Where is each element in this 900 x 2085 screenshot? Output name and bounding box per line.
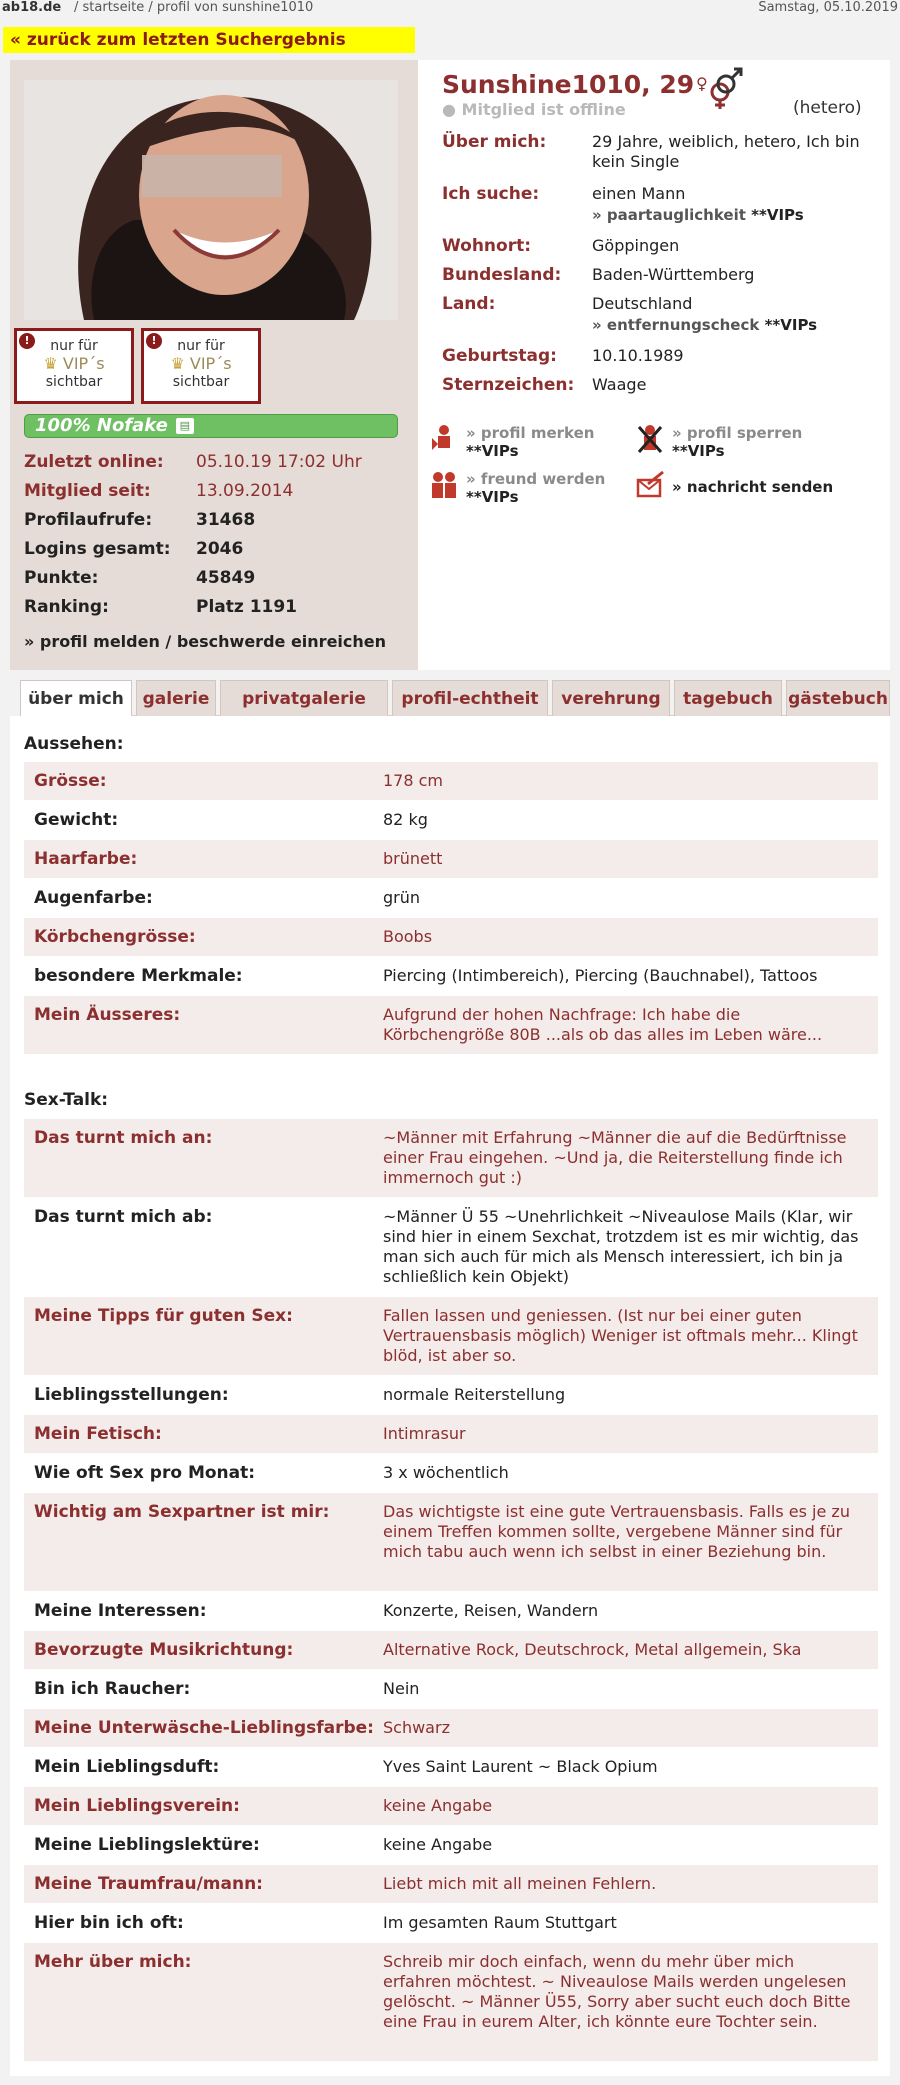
appearance-row: Körbchengrösse: Boobs bbox=[24, 918, 878, 956]
info-about: Über mich: 29 Jahre, weiblich, hetero, Ich bin kein Single bbox=[442, 132, 860, 171]
info-birthday: Geburtstag: 10.10.1989 bbox=[442, 346, 684, 366]
hetero-gender-icon bbox=[706, 66, 746, 110]
stat-points: Punkte: 45849 bbox=[24, 568, 256, 588]
pair-compatibility-link[interactable]: » paartauglichkeit **VIPs bbox=[592, 206, 804, 224]
sextalk-row: Meine Traumfrau/mann: Liebt mich mit all meinen Fehlern. bbox=[24, 1865, 878, 1903]
sextalk-row: Meine Lieblingslektüre: keine Angabe bbox=[34, 1835, 493, 1855]
back-to-search-link[interactable]: « zurück zum letzten Suchergebnis bbox=[3, 27, 415, 53]
stat-member-since: Mitglied seit: 13.09.2014 bbox=[24, 481, 294, 501]
sextalk-row: Wichtig am Sexpartner ist mir: Das wichtigste ist eine gute Vertrauensbasis. Falls es je zu einem Treffen kommen sollte, vergebene Männer sind für mich tabu auch wenn ich selbst in einer Beziehung bin. bbox=[24, 1493, 878, 1591]
block-profile-button[interactable]: » profil sperren **VIPs bbox=[636, 424, 856, 460]
warning-icon: ! bbox=[146, 333, 162, 349]
vip-box-line2: VIP´s bbox=[189, 354, 232, 373]
crown-icon: ♛ bbox=[43, 354, 58, 373]
info-zodiac: Sternzeichen: Waage bbox=[442, 375, 647, 395]
sextalk-row: Meine Interessen: Konzerte, Reisen, Wandern bbox=[34, 1601, 599, 1621]
stat-ranking: Ranking: Platz 1191 bbox=[24, 597, 298, 617]
profile-right-column bbox=[418, 60, 890, 670]
site-name[interactable]: ab18.de bbox=[2, 0, 62, 15]
info-looking-for: Ich suche: einen Mann » paartauglichkeit **VIPs bbox=[442, 184, 804, 224]
info-country: Land: Deutschland » entfernungscheck **VIPs bbox=[442, 294, 818, 334]
report-profile-link[interactable]: » profil melden / beschwerde einreichen bbox=[24, 632, 387, 651]
sextalk-row: Hier bin ich oft: Im gesamten Raum Stuttgart bbox=[34, 1913, 617, 1933]
id-card-icon: ▤ bbox=[176, 418, 194, 434]
crown-icon: ♛ bbox=[170, 354, 185, 373]
top-bar bbox=[0, 0, 900, 18]
tab-private-gallery[interactable]: privatgalerie bbox=[220, 680, 388, 716]
appearance-row: besondere Merkmale: Piercing (Intimbereich), Piercing (Bauchnabel), Tattoos bbox=[34, 966, 818, 986]
sextalk-row: Wie oft Sex pro Monat: 3 x wöchentlich bbox=[34, 1463, 509, 1483]
vip-box-line1: nur für bbox=[50, 338, 98, 354]
nofake-label: 100% Nofake bbox=[35, 415, 168, 436]
send-message-button[interactable]: » nachricht senden bbox=[636, 470, 876, 506]
vip-only-box-1[interactable] bbox=[14, 328, 134, 404]
nofake-badge[interactable] bbox=[24, 414, 398, 438]
profile-box bbox=[10, 60, 890, 670]
tab-admiration[interactable]: verehrung bbox=[552, 680, 670, 716]
tab-profile-authenticity[interactable]: profil-echtheit bbox=[392, 680, 548, 716]
sextalk-row: Bin ich Raucher: Nein bbox=[34, 1679, 420, 1699]
profile-left-column bbox=[10, 60, 418, 670]
sextalk-row: Meine Unterwäsche-Lieblingsfarbe: Schwarz bbox=[24, 1709, 878, 1747]
stat-profile-views: Profilaufrufe: 31468 bbox=[24, 510, 256, 530]
tab-diary[interactable]: tagebuch bbox=[674, 680, 782, 716]
about-me-content bbox=[10, 716, 890, 2076]
stat-last-online: Zuletzt online: 05.10.19 17:02 Uhr bbox=[24, 452, 362, 472]
appearance-row: Haarfarbe: brünett bbox=[24, 840, 878, 878]
appearance-row: Mein Äusseres: Aufgrund der hohen Nachfrage: Ich habe die Körbchengröße 80B ...als ob das alles im Leben wäre... bbox=[24, 996, 878, 1054]
friends-icon bbox=[430, 470, 458, 500]
appearance-row: Gewicht: 82 kg bbox=[34, 810, 428, 830]
tab-gallery[interactable]: galerie bbox=[136, 680, 216, 716]
profile-photo[interactable] bbox=[24, 80, 398, 320]
sextalk-row: Mein Lieblingsduft: Yves Saint Laurent ~ Black Opium bbox=[34, 1757, 658, 1777]
breadcrumb[interactable]: / startseite / profil von sunshine1010 bbox=[74, 0, 314, 15]
sextalk-row: Lieblingsstellungen: normale Reiterstellung bbox=[34, 1385, 566, 1405]
vip-box-line2: VIP´s bbox=[62, 354, 105, 373]
tab-about-me[interactable]: über mich bbox=[20, 680, 132, 717]
orientation: (hetero) bbox=[793, 98, 862, 118]
info-state: Bundesland: Baden-Württemberg bbox=[442, 265, 755, 285]
profile-name: Sunshine1010, 29 bbox=[442, 70, 695, 99]
tab-guestbook[interactable]: gästebuch bbox=[786, 680, 890, 716]
sextalk-row: Meine Tipps für guten Sex: Fallen lassen und geniessen. (Ist nur bei einer guten Vertrauensbasis möglich) Weniger ist oftmals mehr... Klingt blöd, ist aber so. bbox=[24, 1297, 878, 1375]
appearance-section-title: Aussehen: bbox=[24, 734, 124, 754]
current-date: Samstag, 05.10.2019 bbox=[758, 0, 898, 15]
vip-box-line1: nur für bbox=[177, 338, 225, 354]
sextalk-row: Das turnt mich an: ~Männer mit Erfahrung ~Männer die auf die Bedürftnisse einer Frau eingehen. ~Und ja, die Reiterstellung finde ich immernoch gut :) bbox=[24, 1119, 878, 1197]
sextalk-row: Bevorzugte Musikrichtung: Alternative Rock, Deutschrock, Metal allgemein, Ska bbox=[24, 1631, 878, 1669]
appearance-row: Grösse: 178 cm bbox=[24, 762, 878, 800]
warning-icon: ! bbox=[19, 333, 35, 349]
appearance-row: Augenfarbe: grün bbox=[34, 888, 421, 908]
vip-box-line3: sichtbar bbox=[172, 374, 230, 390]
bookmark-person-icon bbox=[430, 424, 458, 454]
block-person-icon bbox=[636, 424, 664, 454]
sextalk-row: Mein Lieblingsverein: keine Angabe bbox=[24, 1787, 878, 1825]
vip-box-line3: sichtbar bbox=[45, 374, 103, 390]
female-symbol: ♀ bbox=[696, 74, 708, 93]
vip-only-box-2[interactable] bbox=[141, 328, 261, 404]
info-city: Wohnort: Göppingen bbox=[442, 236, 680, 256]
sextalk-row: Das turnt mich ab: ~Männer Ü 55 ~Unehrlichkeit ~Niveaulose Mails (Klar, wir sind hier in einem Sexchat, trotzdem ist es mir wichtig, das man sich auch für mich als Mensch interessiert, ich bin ja schließlich kein Objekt) bbox=[34, 1207, 859, 1286]
become-friend-button[interactable]: » freund werden **VIPs bbox=[430, 470, 630, 506]
profile-tabs bbox=[20, 680, 890, 716]
distance-check-link[interactable]: » entfernungscheck **VIPs bbox=[592, 316, 818, 334]
sextalk-row: Mehr über mich: Schreib mir doch einfach, wenn du mehr über mich erfahren möchtest. ~ Niveaulose Mails werden ungelesen gelöscht. ~ Männer Ü55, Sorry aber sucht euch doch Bitte eine Frau in eurem Alter, ich könnte eure Tochter sein. bbox=[24, 1943, 878, 2061]
sextalk-row: Mein Fetisch: Intimrasur bbox=[24, 1415, 878, 1453]
sextalk-section-title: Sex-Talk: bbox=[24, 1090, 109, 1110]
stat-logins: Logins gesamt: 2046 bbox=[24, 539, 244, 559]
envelope-pencil-icon bbox=[636, 470, 664, 500]
remember-profile-button[interactable]: » profil merken **VIPs bbox=[430, 424, 630, 460]
online-status: ● Mitglied ist offline bbox=[442, 100, 626, 119]
